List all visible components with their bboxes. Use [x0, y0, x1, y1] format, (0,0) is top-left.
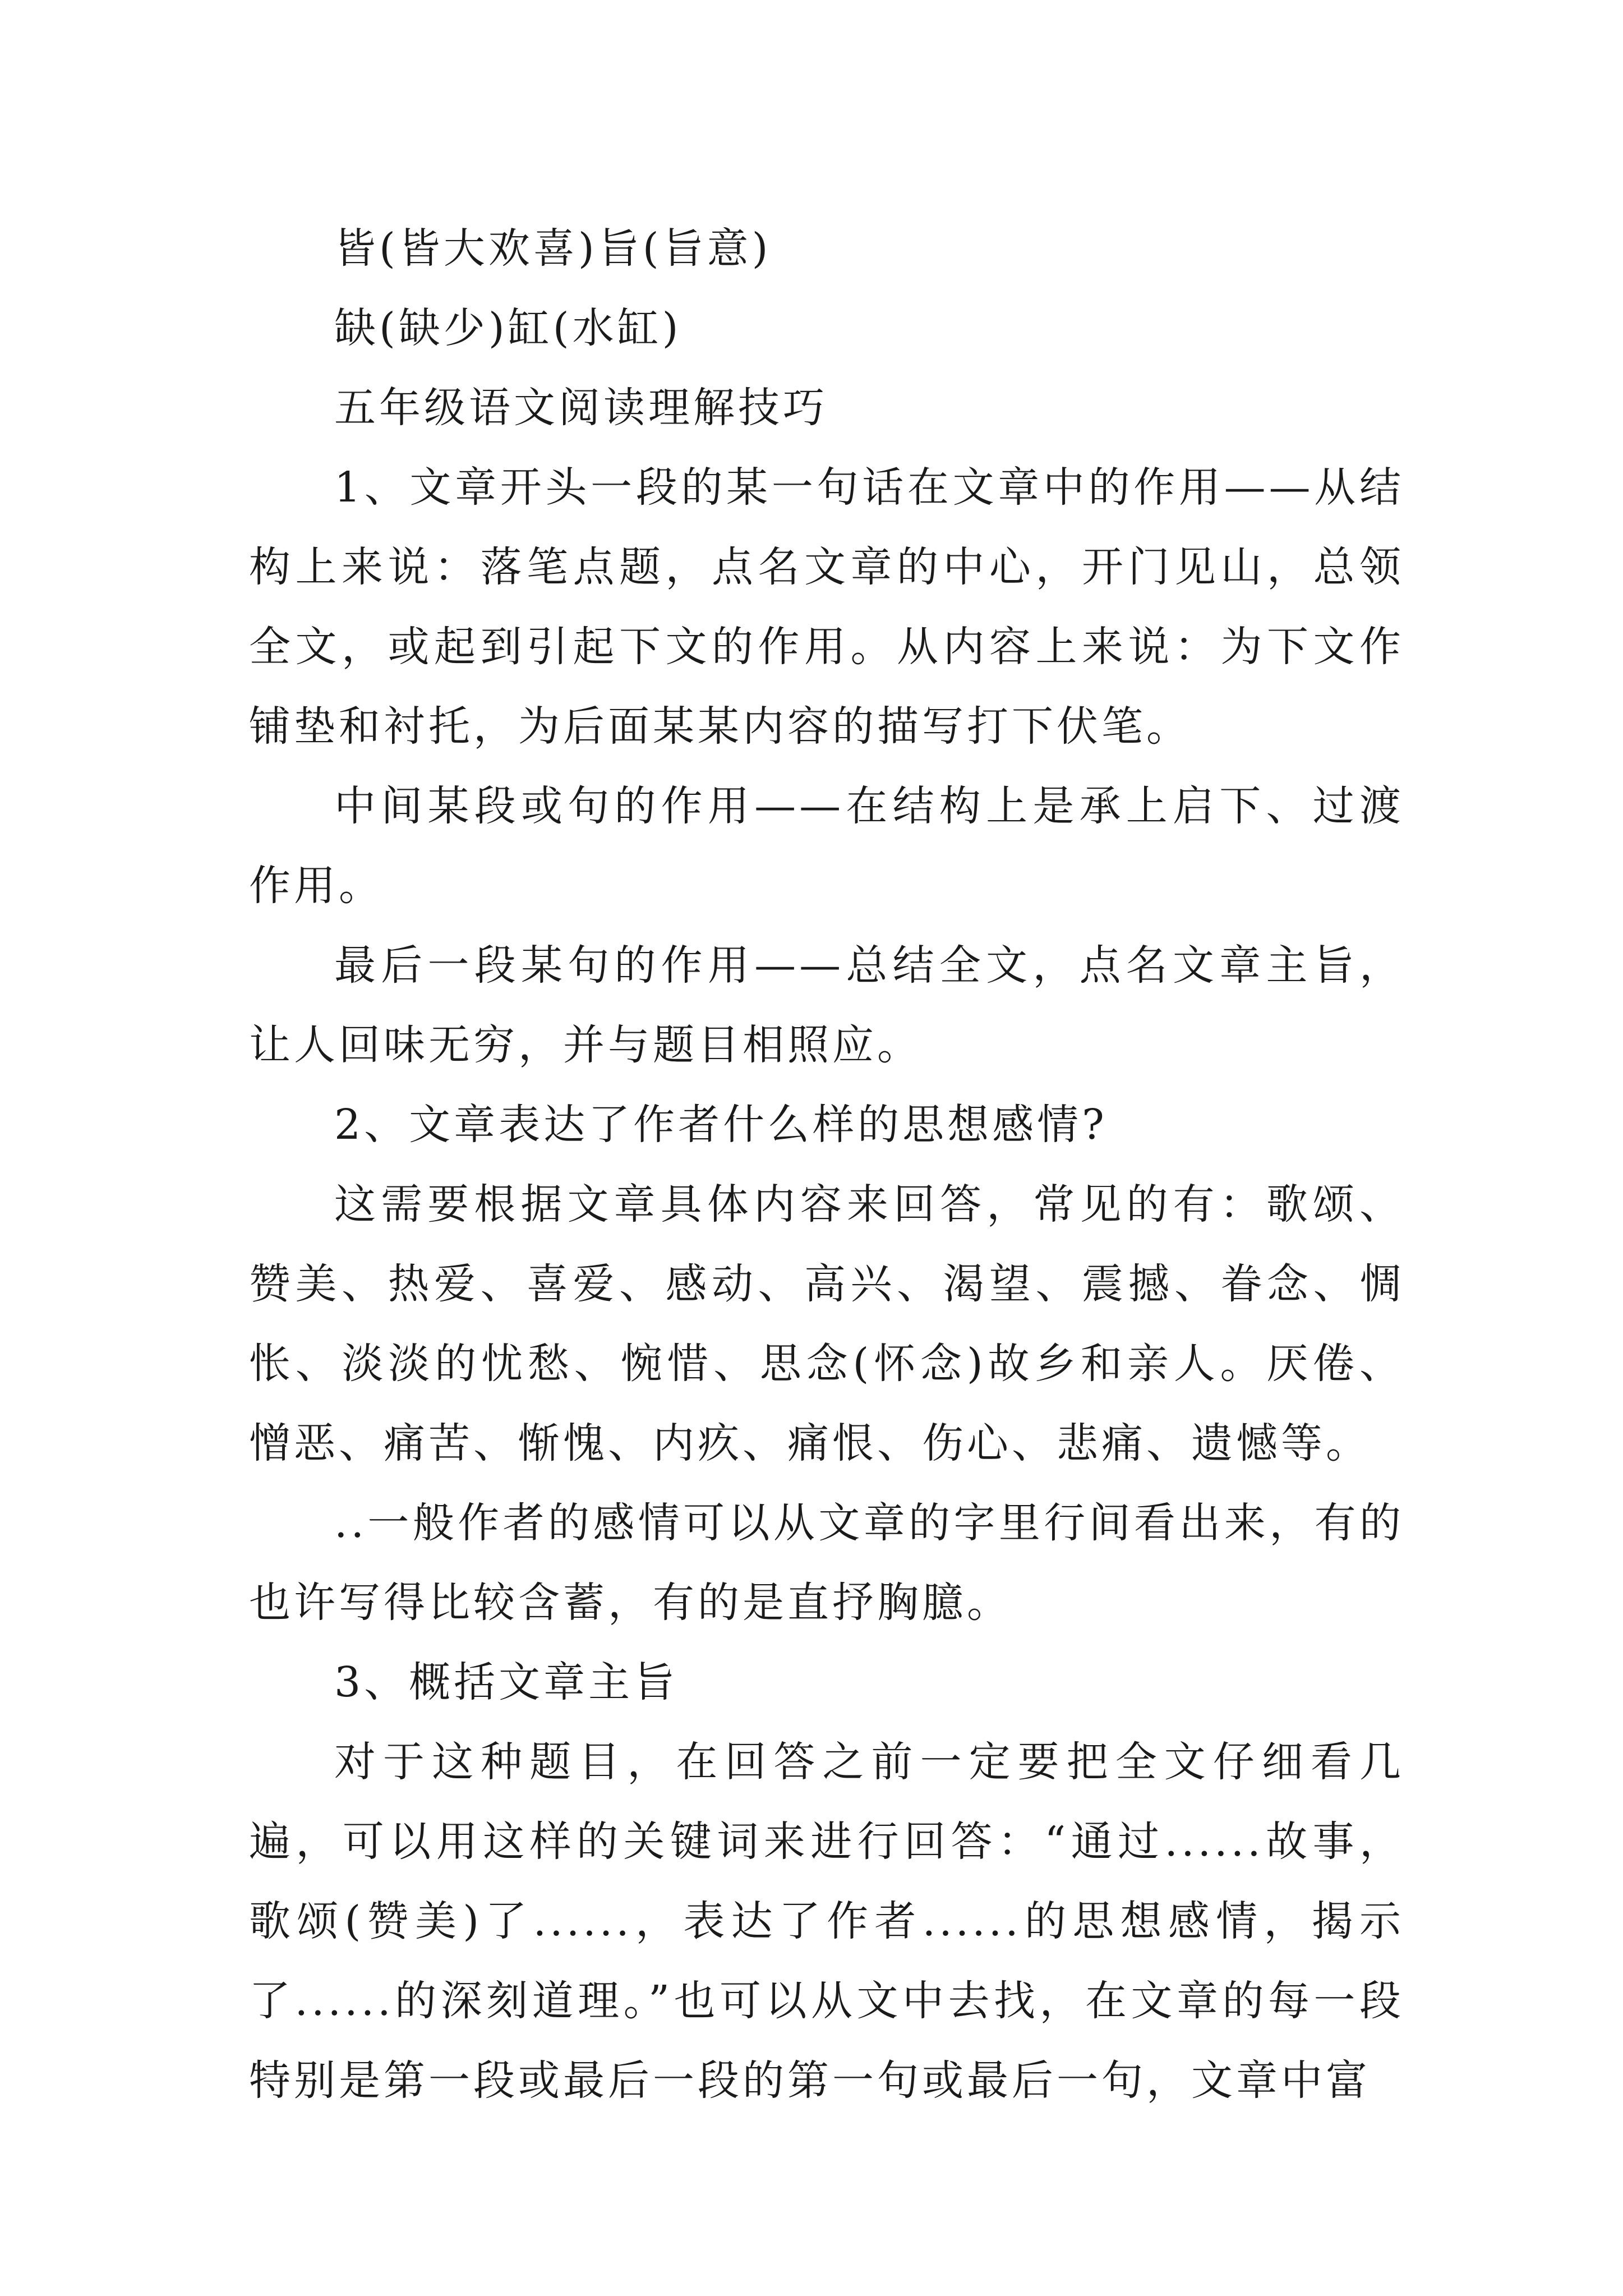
- paragraph-emotions: 这需要根据文章具体内容来回答，常见的有：歌颂、赞美、热爱、喜爱、感动、高兴、渴望、震撼、眷念、惆怅、淡淡的忧愁、惋惜、思念(怀念)故乡和亲人。厌倦、憎恶、痛苦、惭愧、内疚、痛恨、伤心、悲痛、遗憾等。: [249, 1180, 1404, 1467]
- paragraph-tip-3-heading: 3、概括文章主旨: [334, 1658, 679, 1706]
- paragraph-char-pair-1: 皆(皆大欢喜)旨(旨意): [334, 224, 772, 273]
- paragraph-tip-2-heading: 2、文章表达了作者什么样的思想感情?: [334, 1101, 1108, 1149]
- paragraph-char-pair-2: 缺(缺少)缸(水缸): [334, 304, 682, 352]
- paragraph-main-idea: 对于这种题目，在回答之前一定要把全文仔细看几遍，可以用这样的关键词来进行回答：“通过......故事，歌颂(赞美)了......，表达了作者......的思想感情，揭示了......的深刻道理。”也可以从文中去找，在文章的每一段特别是第一段或最后一段的第一句或最后一句，文章中富: [249, 1738, 1404, 2105]
- paragraph-emotion-note: ..一般作者的感情可以从文章的字里行间看出来，有的也许写得比较含蓄，有的是直抒胸臆。: [249, 1499, 1404, 1627]
- section-heading: 五年级语文阅读理解技巧: [334, 384, 828, 432]
- paragraph-middle-sentence: 中间某段或句的作用——在结构上是承上启下、过渡作用。: [249, 782, 1404, 910]
- document-body: [249, 209, 1404, 2120]
- paragraph-last-sentence: 最后一段某句的作用——总结全文，点名文章主旨，让人回味无穷，并与题目相照应。: [249, 941, 1404, 1069]
- paragraph-tip-1: 1、文章开头一段的某一句话在文章中的作用——从结构上来说：落笔点题，点名文章的中心，开门见山，总领全文，或起到引起下文的作用。从内容上来说：为下文作铺垫和衬托，为后面某某内容的描写打下伏笔。: [249, 463, 1404, 751]
